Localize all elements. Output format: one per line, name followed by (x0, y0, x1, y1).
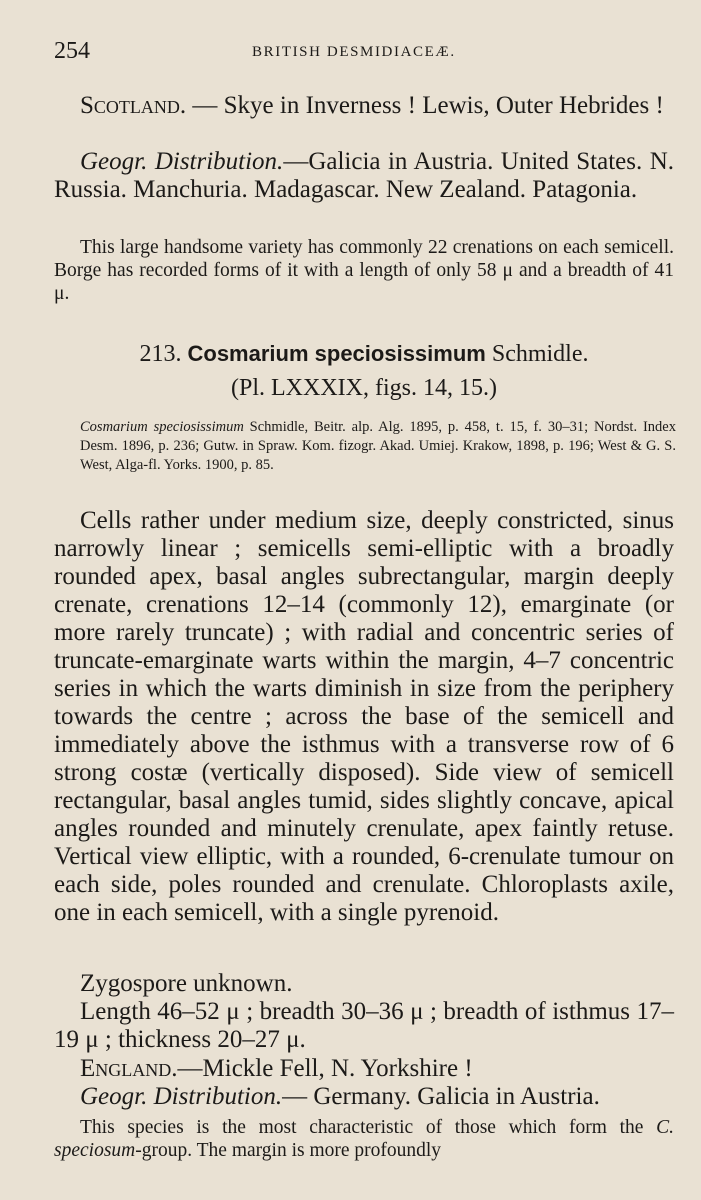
note-italic: C. speciosum (54, 1117, 674, 1161)
species-author: Schmidle. (491, 341, 589, 367)
species-citation (80, 418, 676, 475)
geogr-text: — Germany. Galicia in Austria. (282, 1083, 600, 1110)
plate-reference: (Pl. LXXXIX, figs. 14, 15.) (231, 375, 497, 401)
page-header (54, 38, 674, 68)
scotland-distribution (54, 92, 674, 120)
page-number: 254 (54, 38, 90, 64)
england-label: England. (80, 1055, 178, 1082)
species-note (54, 1116, 674, 1162)
previous-geogr-text: —Galicia in Austria. United States. N. Russia. Manchuria. Madagascar. New Zealand. Patagonia. (54, 148, 674, 203)
running-title: BRITISH DESMIDIACEÆ. (252, 44, 456, 60)
species-number: 213. (139, 341, 182, 367)
england-text: —Mickle Fell, N. Yorkshire ! (177, 1055, 473, 1082)
previous-geogr-label: Geogr. Distribution. (80, 148, 284, 175)
species-heading (54, 340, 674, 368)
previous-note: This large handsome variety has commonly 22 crenations on each semicell. Borge has recorded forms of it with a length of only 58 μ and a breadth of 41 μ. (54, 237, 674, 304)
geographic-distribution (54, 1083, 674, 1111)
note-end: -group. The margin is more profoundly (135, 1140, 442, 1161)
species-name: Cosmarium speciosissimum (187, 341, 486, 366)
citation-text: Schmidle, Beitr. alp. Alg. 1895, p. 458, t. 15, f. 30–31; Nordst. Index Desm. 1896, p. 236; Gutw. in Spraw. Kom. fizogr. Akad. Umiej. Krakow, 1898, p. 196; West & G. S. West, Alga-fl. Yorks. 1900, p. 85. (80, 419, 676, 473)
scotland-text: — Skye in Inverness ! Lewis, Outer Hebrides ! (186, 92, 664, 119)
species-description: Cells rather under medium size, deeply constricted, sinus narrowly linear ; semicells semi-elliptic with a broadly rounded apex, basal angles subrectangular, margin deeply crenate, crenations 12–14 (commonly 12), emarginate (or more rarely truncate) ; with radial and concentric series of truncate-emarginate warts within the margin, 4–7 concentric series in which the warts diminish in size from the periphery towards the centre ; across the base of the semicell and immediately above the isthmus with a transverse row of 6 strong costæ (vertically disposed). Side view of semicell rectangular, basal angles tumid, sides slightly concave, apical angles rounded and minutely crenulate, apex faintly retuse. Vertical view elliptic, with a rounded, 6-crenulate tumour on each side, poles rounded and crenulate. Chloroplasts axile, one in each semicell, with a single pyrenoid. (54, 507, 674, 926)
note-start: This species is the most characteristic of those which form the (80, 1117, 657, 1138)
citation-italic-name: Cosmarium speciosissimum (80, 419, 244, 435)
geogr-label: Geogr. Distribution. (80, 1083, 283, 1110)
zygospore-note: Zygospore unknown. (80, 970, 293, 997)
dimensions: Length 46–52 μ ; breadth 30–36 μ ; breadth of isthmus 17–19 μ ; thickness 20–27 μ. (54, 998, 674, 1053)
previous-geographic-distribution (54, 148, 674, 204)
scotland-label: Scotland. (80, 92, 187, 119)
england-distribution (54, 1055, 674, 1083)
